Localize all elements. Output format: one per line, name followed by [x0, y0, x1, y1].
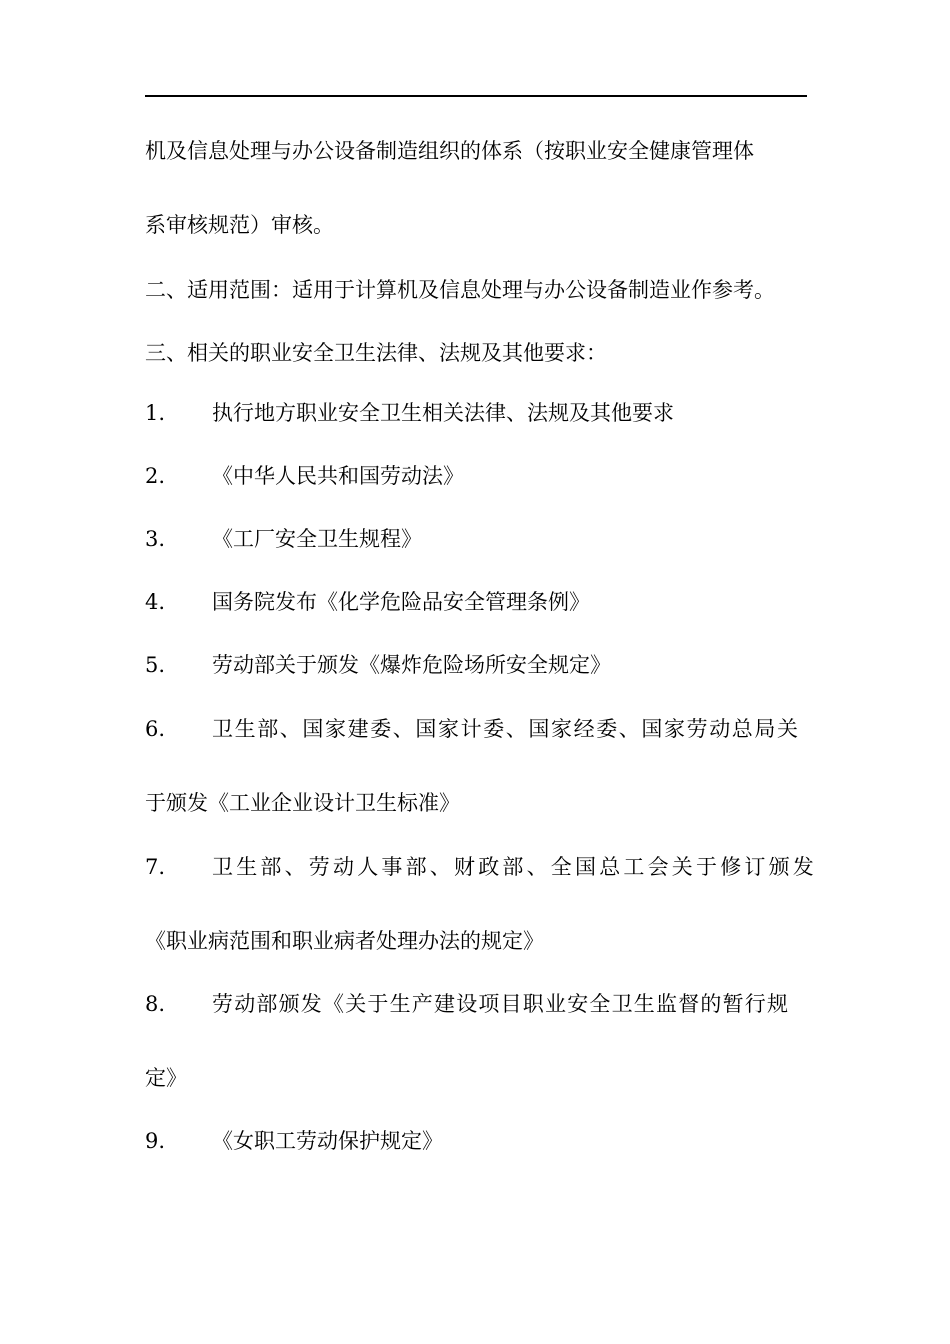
list-item-text: 《女职工劳动保护规定》 [212, 1129, 443, 1153]
paragraph-line: 机及信息处理与办公设备制造组织的体系（按职业安全健康管理体 [145, 139, 754, 163]
list-item-text: 《中华人民共和国劳动法》 [212, 464, 464, 488]
list-item-number: 2. [145, 464, 166, 488]
list-item-text: 劳动部关于颁发《爆炸危险场所安全规定》 [212, 653, 611, 677]
scope-paragraph: 二、适用范围：适用于计算机及信息处理与办公设备制造业作参考。 [145, 278, 775, 302]
list-item-number: 3. [145, 527, 166, 551]
list-item-text: 卫生部、国家建委、国家计委、国家经委、国家劳动总局关 [212, 717, 800, 741]
list-item-text: 卫生部、劳动人事部、财政部、全国总工会关于修订颁发 [212, 855, 817, 879]
list-item-number: 6. [145, 717, 166, 741]
list-item-number: 1. [145, 401, 166, 425]
list-item-continuation: 《职业病范围和职业病者处理办法的规定》 [145, 929, 544, 953]
list-item-text: 《工厂安全卫生规程》 [212, 527, 422, 551]
laws-heading: 三、相关的职业安全卫生法律、法规及其他要求： [145, 341, 607, 365]
list-item-number: 7. [145, 855, 166, 879]
list-item-text: 劳动部颁发《关于生产建设项目职业安全卫生监督的暂行规 [212, 992, 790, 1016]
list-item-number: 8. [145, 992, 166, 1016]
list-item-text: 执行地方职业安全卫生相关法律、法规及其他要求 [212, 401, 674, 425]
list-item-number: 4. [145, 590, 166, 614]
list-item-continuation: 于颁发《工业企业设计卫生标准》 [145, 791, 460, 815]
paragraph-line: 系审核规范）审核。 [145, 213, 334, 237]
list-item-text: 国务院发布《化学危险品安全管理条例》 [212, 590, 590, 614]
list-item-continuation: 定》 [145, 1066, 187, 1090]
list-item-number: 5. [145, 653, 166, 677]
list-item-number: 9. [145, 1129, 166, 1153]
header-rule [145, 95, 807, 97]
